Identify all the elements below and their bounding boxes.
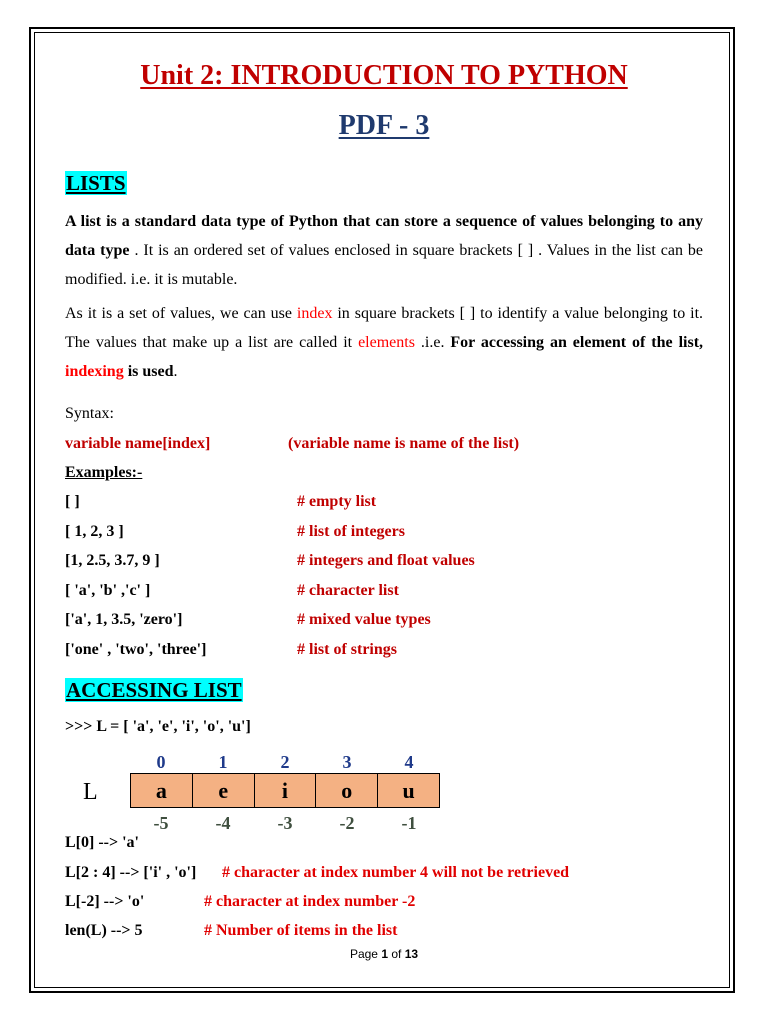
negative-index: -3	[277, 813, 293, 833]
syntax-label: Syntax:	[65, 405, 114, 422]
positive-index: 0	[156, 752, 166, 772]
example-comment: # character list	[297, 582, 399, 599]
list-assignment: >>> L = [ 'a', 'e', 'i', 'o', 'u']	[65, 718, 251, 735]
example-comment: # list of integers	[297, 523, 405, 540]
negative-index: -2	[339, 813, 355, 833]
list-cell: i	[255, 774, 317, 807]
example-code: [ 1, 2, 3 ]	[65, 523, 124, 540]
list-name-label: L	[83, 779, 98, 805]
example-comment: # empty list	[297, 493, 377, 510]
negative-index: -1	[401, 813, 417, 833]
document-title: Unit 2: INTRODUCTION TO PYTHON	[140, 60, 628, 91]
example-code: ['one' , 'two', 'three']	[65, 641, 207, 658]
list-diagram	[130, 773, 440, 808]
access-op-code: L[-2] --> 'o'	[65, 893, 145, 910]
syntax-code: variable name[index]	[65, 435, 211, 452]
lists-definition-paragraph: A list is a standard data type of Python that can store a sequence of values belonging to any data type . It is an ordered set of values enclosed in square brackets [ ] . Values in the list can be modified. i.e. it is mutable.	[65, 213, 703, 288]
list-cell: o	[316, 774, 378, 807]
positive-index: 1	[218, 752, 228, 772]
example-comment: # integers and float values	[297, 552, 475, 569]
access-op-code: L[0] --> 'a'	[65, 834, 139, 851]
page-number: Page 1 of 13	[349, 947, 419, 961]
negative-index: -5	[153, 813, 169, 833]
example-code: ['a', 1, 3.5, 'zero']	[65, 611, 183, 628]
access-op-code: L[2 : 4] --> ['i' , 'o']	[65, 864, 197, 881]
lists-indexing-paragraph: As it is a set of values, we can use index in square brackets [ ] to identify a value belonging to it. The values that make up a list are called it elements .i.e. For accessing an element of the list, indexing is used.	[65, 305, 704, 380]
example-code: [ ]	[65, 493, 80, 510]
access-op-comment: # character at index number 4 will not be retrieved	[222, 864, 570, 881]
list-cell: u	[402, 777, 415, 803]
positive-index: 3	[342, 752, 352, 772]
lists-heading: LISTS	[66, 171, 126, 195]
examples-label: Examples:-	[65, 464, 143, 481]
access-op-comment: # Number of items in the list	[204, 922, 398, 939]
positive-index: 4	[404, 752, 414, 772]
document-subtitle: PDF - 3	[338, 110, 430, 141]
example-comment: # mixed value types	[297, 611, 431, 628]
list-cell: e	[193, 774, 255, 807]
access-op-code: len(L) --> 5	[65, 922, 143, 939]
negative-index: -4	[215, 813, 231, 833]
positive-index: 2	[280, 752, 290, 772]
example-code: [1, 2.5, 3.7, 9 ]	[65, 552, 160, 569]
access-op-comment: # character at index number -2	[204, 893, 416, 910]
example-comment: # list of strings	[297, 641, 397, 658]
accessing-list-heading: ACCESSING LIST	[66, 678, 242, 702]
example-code: [ 'a', 'b' ,'c' ]	[65, 582, 151, 599]
syntax-note: (variable name is name of the list)	[288, 435, 520, 452]
list-cell: a	[131, 774, 193, 807]
